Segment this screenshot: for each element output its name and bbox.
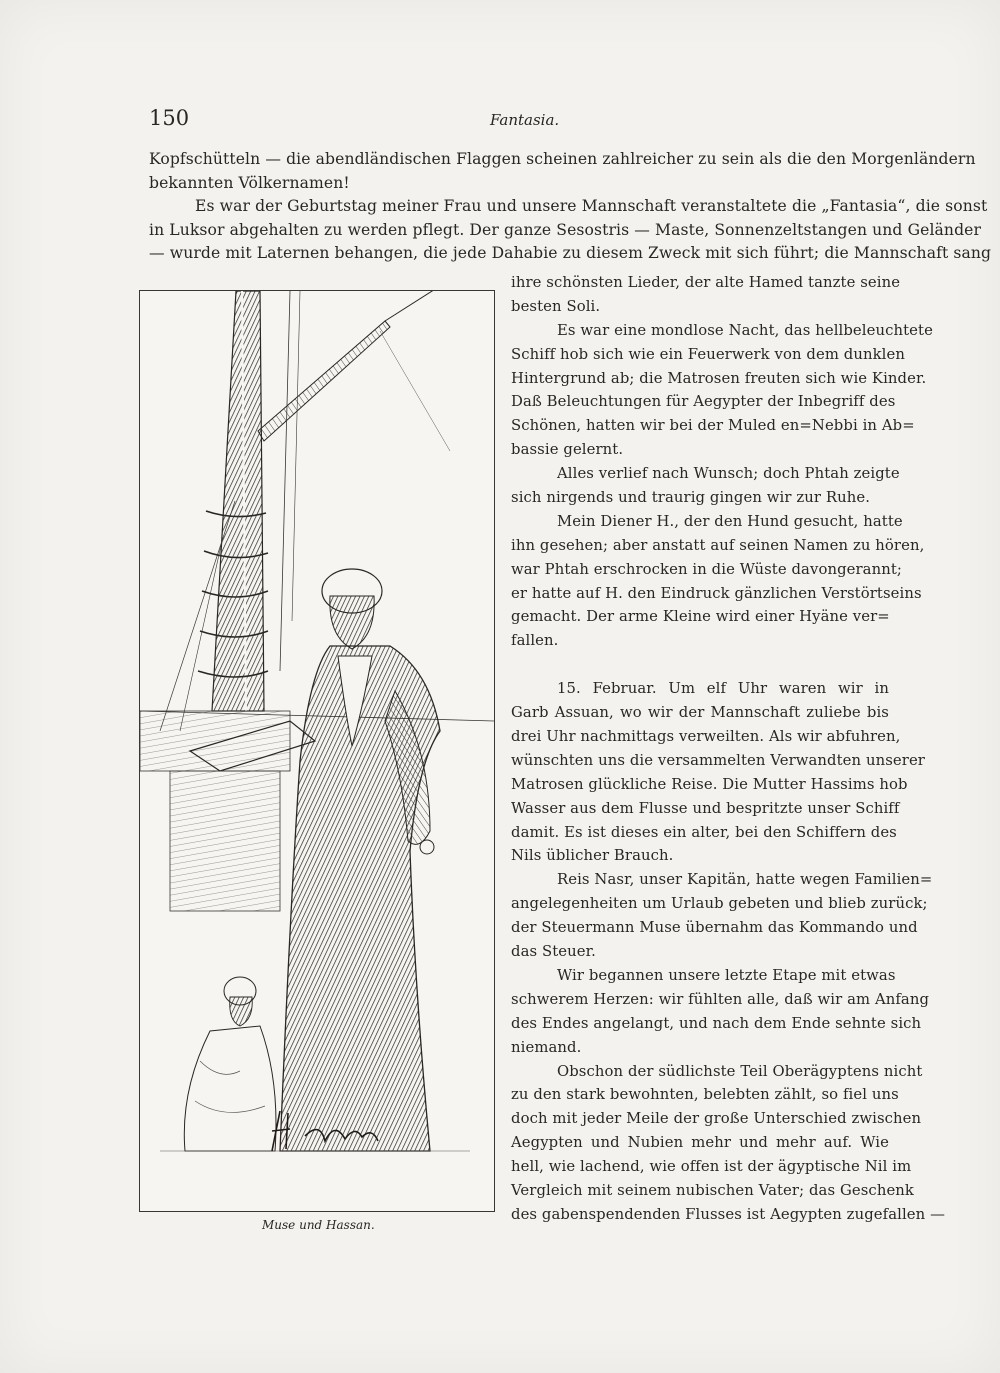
text-line: wünschten uns die versammelten Verwandten unserer — [511, 751, 925, 769]
text-line: damit. Es ist dieses ein alter, bei den Schiffern des — [511, 823, 897, 841]
text-line: zu den stark bewohnten, belebten zählt, so fiel uns — [511, 1086, 899, 1104]
text-line: der Steuermann Muse übernahm das Kommando und — [511, 919, 918, 937]
text-line: Kopfschütteln — die abendländischen Flaggen scheinen zahlreicher zu sein als die den Morgenländern — [149, 150, 976, 168]
text-line: Vergleich mit seinem nubischen Vater; das Geschenk — [511, 1181, 914, 1199]
text-line: das Steuer. — [511, 943, 596, 961]
text-line: ihn gesehen; aber anstatt auf seinen Namen zu hören, — [511, 536, 925, 554]
text-line: in Luksor abgehalten zu werden pflegt. Der ganze Sesostris — Maste, Sonnenzeltstangen und Geländer — [149, 220, 982, 239]
text-line: bekannten Völkernamen! — [149, 173, 350, 192]
text-line: Es war eine mondlose Nacht, das hellbeleuchtete — [557, 321, 933, 339]
intro-text — [149, 148, 992, 266]
text-line: war Phtah erschrocken in die Wüste davongerannt; — [511, 560, 902, 578]
text-line: Mein Diener H., der den Hund gesucht, hatte — [557, 512, 903, 530]
text-line: besten Soli. — [511, 297, 601, 315]
text-line: doch mit jeder Meile der große Unterschied zwischen — [511, 1110, 922, 1128]
text-line: ihre schönsten Lieder, der alte Hamed tanzte seine — [511, 274, 901, 291]
text-line: gemacht. Der arme Kleine wird einer Hyäne ver= — [511, 608, 890, 626]
text-line: niemand. — [511, 1038, 582, 1056]
text-line: des gabenspendenden Flusses ist Aegypten zugefallen — — [511, 1205, 945, 1223]
text-line: Matrosen glückliche Reise. Die Mutter Hassims hob — [511, 775, 908, 793]
text-line: sich nirgends und traurig gingen wir zur Ruhe. — [511, 489, 871, 507]
text-line: Reis Nasr, unser Kapitän, hatte wegen Familien= — [557, 871, 933, 889]
illustration-frame — [139, 290, 495, 1212]
text-line: des Endes angelangt, und nach dem Ende sehnte sich — [511, 1014, 922, 1032]
text-line: schwerem Herzen: wir fühlten alle, daß wir am Anfang — [511, 990, 930, 1008]
text-line: Alles verlief nach Wunsch; doch Phtah zeigte — [557, 465, 900, 483]
figure-caption: Muse und Hassan. — [262, 1218, 375, 1232]
text-line: Garb Assuan, wo wir der Mannschaft zuliebe bis — [511, 704, 889, 722]
text-line: angelegenheiten um Urlaub gebeten und blieb zurück; — [511, 895, 928, 913]
text-line: hell, wie lachend, wie offen ist der ägyptische Nil im — [511, 1158, 912, 1176]
text-line: Aegypten und Nubien mehr und mehr auf. Wie — [511, 1134, 889, 1152]
text-line: Schiff hob sich wie ein Feuerwerk von dem dunklen — [511, 345, 906, 363]
text-line: Hintergrund ab; die Matrosen freuten sich wie Kinder. — [511, 369, 927, 387]
text-line: Obschon der südlichste Teil Oberägyptens nicht — [557, 1062, 923, 1080]
paragraph-gap — [511, 653, 889, 677]
text-line: 15. Februar. Um elf Uhr waren wir in — [557, 680, 889, 698]
text-line: bassie gelernt. — [511, 441, 624, 459]
text-line: Nils üblicher Brauch. — [511, 847, 674, 865]
running-title: Fantasia. — [490, 111, 560, 129]
text-line: Schönen, hatten wir bei der Muled en=Nebbi in Ab= — [511, 417, 915, 435]
text-line: drei Uhr nachmittags verweilten. Als wir abfuhren, — [511, 728, 901, 746]
text-line: Wir begannen unsere letzte Etape mit etwas — [557, 966, 896, 984]
text-line: fallen. — [511, 632, 559, 650]
text-line: — wurde mit Laternen behangen, die jede Dahabie zu diesem Zweck mit sich führt; die Mannschaft sang — [149, 244, 992, 263]
right-column — [511, 271, 945, 1227]
text-line: Es war der Geburtstag meiner Frau und unsere Mannschaft veranstaltete die „Fantasia“, die sonst — [195, 197, 988, 216]
page-number: 150 — [149, 106, 190, 130]
text-line: Daß Beleuchtungen für Aegypter der Inbegriff des — [511, 393, 896, 411]
engraving-muse-and-hassan — [140, 291, 494, 1211]
text-line: er hatte auf H. den Eindruck gänzlichen Verstörtseins — [511, 584, 922, 602]
text-line: Wasser aus dem Flusse und bespritzte unser Schiff — [511, 799, 900, 817]
